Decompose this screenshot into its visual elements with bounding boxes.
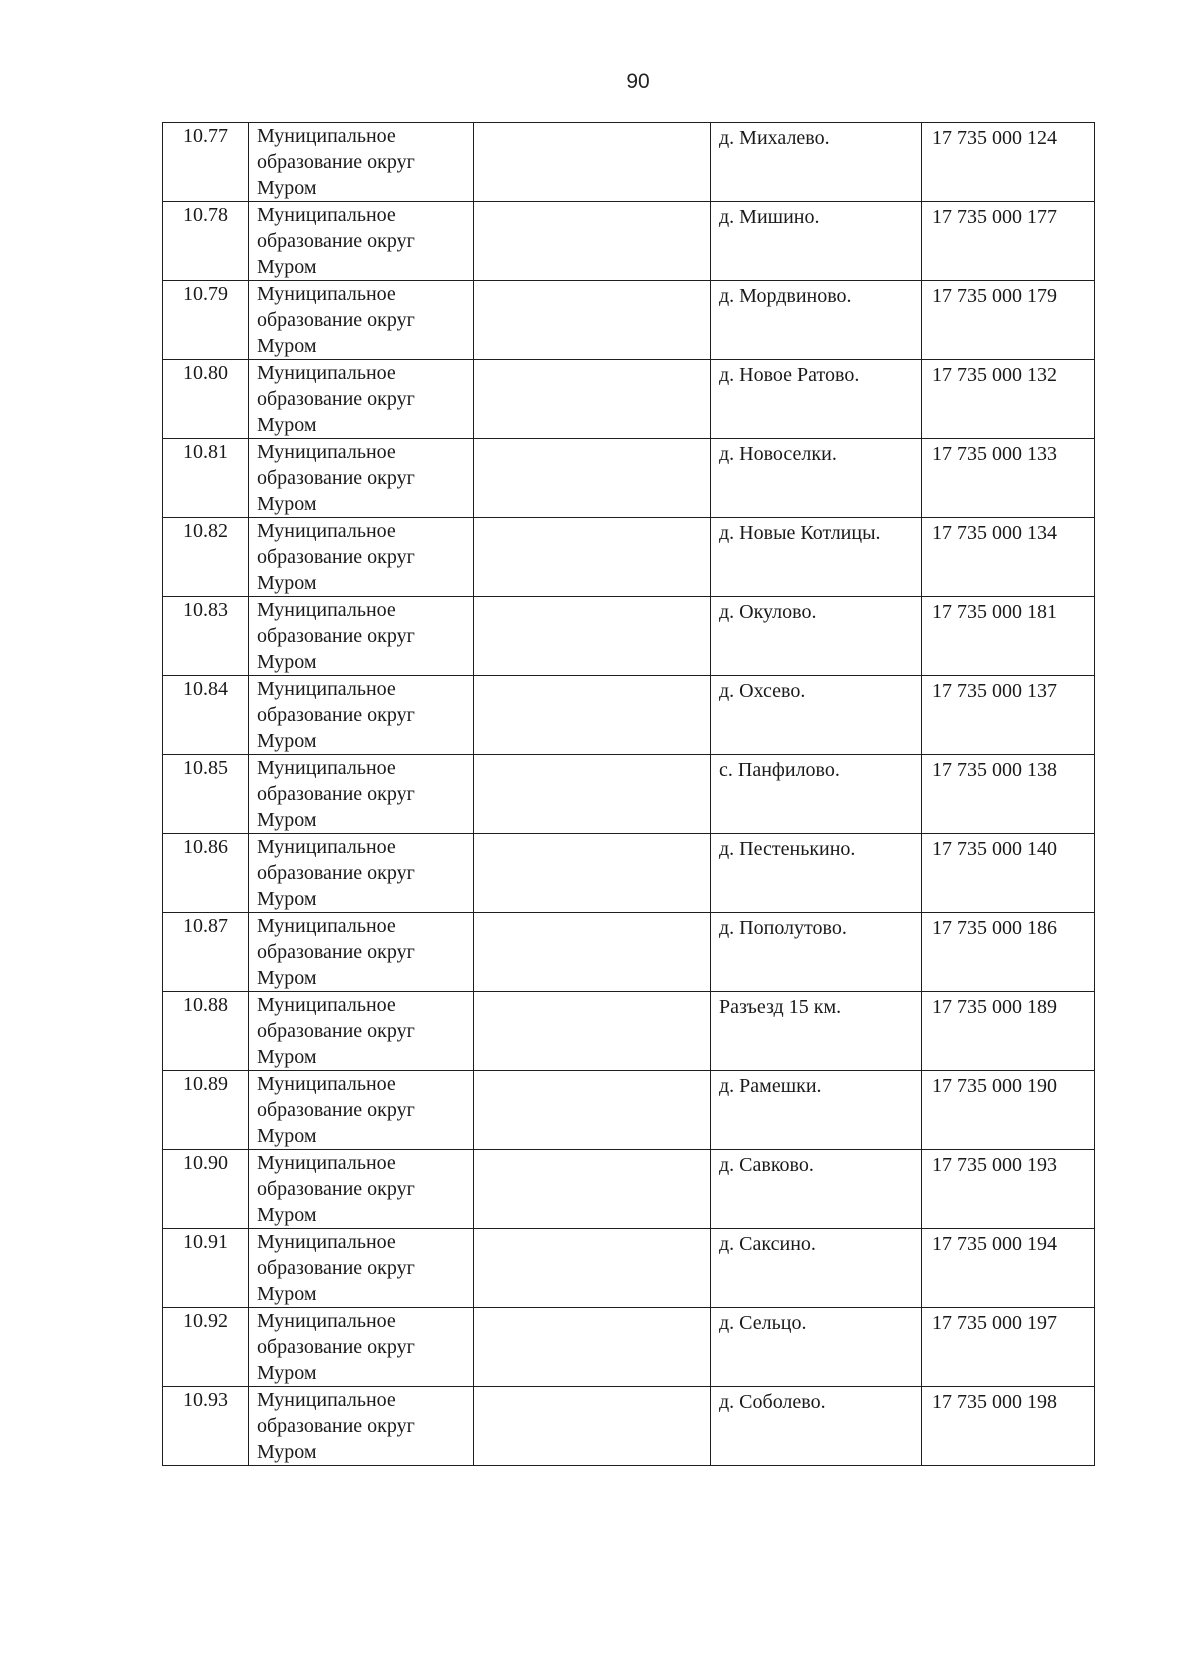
municipality-name: Муниципальное образование округ Муром <box>249 360 474 439</box>
empty-cell <box>474 676 711 755</box>
municipality-name: Муниципальное образование округ Муром <box>249 123 474 202</box>
municipality-name: Муниципальное образование округ Муром <box>249 1308 474 1387</box>
municipality-name: Муниципальное образование округ Муром <box>249 755 474 834</box>
row-number: 10.78 <box>163 202 249 281</box>
row-number: 10.82 <box>163 518 249 597</box>
row-number: 10.81 <box>163 439 249 518</box>
page-number: 90 <box>626 70 650 93</box>
settlement-name: с. Панфилово. <box>711 755 922 834</box>
row-number: 10.79 <box>163 281 249 360</box>
empty-cell <box>474 1308 711 1387</box>
municipality-name: Муниципальное образование округ Муром <box>249 1229 474 1308</box>
table-row <box>163 123 1095 202</box>
row-number: 10.83 <box>163 597 249 676</box>
oktmo-code: 17 735 000 177 <box>922 202 1095 281</box>
table-row <box>163 913 1095 992</box>
municipality-name: Муниципальное образование округ Муром <box>249 1387 474 1466</box>
row-number: 10.88 <box>163 992 249 1071</box>
row-number: 10.84 <box>163 676 249 755</box>
oktmo-code: 17 735 000 194 <box>922 1229 1095 1308</box>
empty-cell <box>474 755 711 834</box>
row-number: 10.90 <box>163 1150 249 1229</box>
oktmo-code: 17 735 000 193 <box>922 1150 1095 1229</box>
row-number: 10.80 <box>163 360 249 439</box>
table-row <box>163 202 1095 281</box>
table-row <box>163 676 1095 755</box>
oktmo-code: 17 735 000 140 <box>922 834 1095 913</box>
row-number: 10.92 <box>163 1308 249 1387</box>
settlement-name: д. Михалево. <box>711 123 922 202</box>
oktmo-code: 17 735 000 133 <box>922 439 1095 518</box>
settlement-name: д. Мишино. <box>711 202 922 281</box>
municipality-name: Муниципальное образование округ Муром <box>249 992 474 1071</box>
settlement-name: д. Охсево. <box>711 676 922 755</box>
row-number: 10.77 <box>163 123 249 202</box>
row-number: 10.85 <box>163 755 249 834</box>
table-row <box>163 1071 1095 1150</box>
settlement-name: д. Саксино. <box>711 1229 922 1308</box>
empty-cell <box>474 1229 711 1308</box>
table-row <box>163 439 1095 518</box>
oktmo-code: 17 735 000 124 <box>922 123 1095 202</box>
empty-cell <box>474 834 711 913</box>
row-number: 10.86 <box>163 834 249 913</box>
table-row <box>163 281 1095 360</box>
table-row <box>163 992 1095 1071</box>
table-row <box>163 1387 1095 1466</box>
table-row <box>163 1150 1095 1229</box>
municipality-name: Муниципальное образование округ Муром <box>249 1071 474 1150</box>
municipality-name: Муниципальное образование округ Муром <box>249 834 474 913</box>
settlement-name: д. Савково. <box>711 1150 922 1229</box>
table-row <box>163 518 1095 597</box>
oktmo-code: 17 735 000 189 <box>922 992 1095 1071</box>
table-row <box>163 1308 1095 1387</box>
municipality-name: Муниципальное образование округ Муром <box>249 676 474 755</box>
municipality-name: Муниципальное образование округ Муром <box>249 281 474 360</box>
settlement-name: д. Мордвиново. <box>711 281 922 360</box>
empty-cell <box>474 360 711 439</box>
municipality-name: Муниципальное образование округ Муром <box>249 597 474 676</box>
oktmo-code: 17 735 000 132 <box>922 360 1095 439</box>
settlement-name: Разъезд 15 км. <box>711 992 922 1071</box>
oktmo-code: 17 735 000 138 <box>922 755 1095 834</box>
settlement-name: д. Пестенькино. <box>711 834 922 913</box>
settlement-name: д. Новые Котлицы. <box>711 518 922 597</box>
oktmo-code: 17 735 000 134 <box>922 518 1095 597</box>
oktmo-code: 17 735 000 197 <box>922 1308 1095 1387</box>
row-number: 10.87 <box>163 913 249 992</box>
settlement-name: д. Пополутово. <box>711 913 922 992</box>
municipality-name: Муниципальное образование округ Муром <box>249 913 474 992</box>
empty-cell <box>474 202 711 281</box>
table-row <box>163 360 1095 439</box>
empty-cell <box>474 439 711 518</box>
settlement-name: д. Новое Ратово. <box>711 360 922 439</box>
municipality-name: Муниципальное образование округ Муром <box>249 518 474 597</box>
empty-cell <box>474 1387 711 1466</box>
empty-cell <box>474 1150 711 1229</box>
row-number: 10.93 <box>163 1387 249 1466</box>
empty-cell <box>474 913 711 992</box>
settlement-name: д. Новоселки. <box>711 439 922 518</box>
oktmo-code: 17 735 000 179 <box>922 281 1095 360</box>
settlements-table <box>162 122 1095 1466</box>
municipality-name: Муниципальное образование округ Муром <box>249 1150 474 1229</box>
settlement-name: д. Окулово. <box>711 597 922 676</box>
table-row <box>163 1229 1095 1308</box>
oktmo-code: 17 735 000 181 <box>922 597 1095 676</box>
empty-cell <box>474 597 711 676</box>
empty-cell <box>474 992 711 1071</box>
empty-cell <box>474 281 711 360</box>
oktmo-code: 17 735 000 186 <box>922 913 1095 992</box>
row-number: 10.89 <box>163 1071 249 1150</box>
empty-cell <box>474 1071 711 1150</box>
settlement-name: д. Сельцо. <box>711 1308 922 1387</box>
oktmo-code: 17 735 000 198 <box>922 1387 1095 1466</box>
table-row <box>163 834 1095 913</box>
row-number: 10.91 <box>163 1229 249 1308</box>
table-body <box>163 123 1095 1466</box>
oktmo-code: 17 735 000 190 <box>922 1071 1095 1150</box>
municipality-name: Муниципальное образование округ Муром <box>249 202 474 281</box>
oktmo-code: 17 735 000 137 <box>922 676 1095 755</box>
empty-cell <box>474 518 711 597</box>
table-row <box>163 597 1095 676</box>
settlement-name: д. Рамешки. <box>711 1071 922 1150</box>
settlement-name: д. Соболево. <box>711 1387 922 1466</box>
empty-cell <box>474 123 711 202</box>
municipality-name: Муниципальное образование округ Муром <box>249 439 474 518</box>
table-row <box>163 755 1095 834</box>
